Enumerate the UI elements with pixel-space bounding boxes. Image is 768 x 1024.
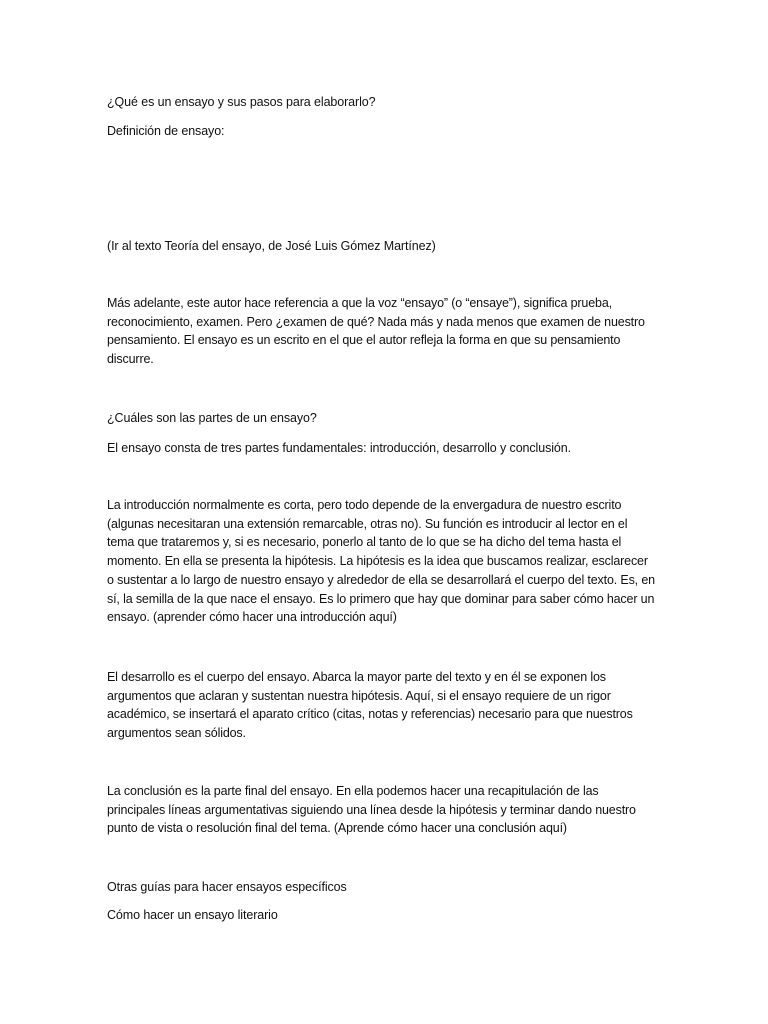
- paragraph-introduction: La introducción normalmente es corta, pero todo depende de la envergadura de nuestro escrito (algunas necesitaran una extensión remarcable, otras no). Su función es introducir al lector en el tema que trataremos y, si es necesario, ponerlo al tanto de lo que se ha dicho del tema hasta el momento. En ella se presenta la hipótesis. La hipótesis es la idea que buscamos realizar, esclarecer o sustentar a lo largo de nuestro ensayo y alrededor de ella se desarrollará el cuerpo del texto. Es, en sí, la semilla de la que nace el ensayo. Es lo primero que hay que dominar para saber cómo hacer un ensayo. (aprender cómo hacer una introducción aquí): [107, 498, 655, 625]
- literary-essay-link[interactable]: Cómo hacer un ensayo literario: [107, 908, 278, 922]
- definition-heading: Definición de ensayo:: [107, 124, 225, 138]
- other-guides-heading: Otras guías para hacer ensayos específicos: [107, 880, 347, 894]
- paragraph-definition: Más adelante, este autor hace referencia a que la voz “ensayo” (o “ensaye”), significa prueba, reconocimiento, examen. Pero ¿examen de qué? Nada más y nada menos que examen de nuestro pensamiento. El ensayo es un escrito en el que el autor refleja la forma en que su pensamiento discurre.: [107, 296, 645, 367]
- paragraph-conclusion: La conclusión es la parte final del ensayo. En ella podemos hacer una recapitulación de las principales líneas argumentativas siguiendo una línea desde la hipótesis y terminar dando nuestro punto de vista o resolución final del tema. (Aprende cómo hacer una conclusión aquí): [107, 784, 636, 836]
- paragraph-development: El desarrollo es el cuerpo del ensayo. Abarca la mayor parte del texto y en él se exponen los argumentos que aclaran y sustentan nuestra hipótesis. Aquí, si el ensayo requiere de un rigor académico, se insertará el aparato crítico (citas, notas y referencias) necesario para que nuestros argumentos sean sólidos.: [107, 670, 633, 741]
- title-question: ¿Qué es un ensayo y sus pasos para elaborarlo?: [107, 95, 376, 109]
- parts-summary: El ensayo consta de tres partes fundamentales: introducción, desarrollo y conclusión.: [107, 441, 571, 455]
- reference-note: (Ir al texto Teoría del ensayo, de José Luis Gómez Martínez): [107, 239, 436, 253]
- parts-question: ¿Cuáles son las partes de un ensayo?: [107, 411, 317, 425]
